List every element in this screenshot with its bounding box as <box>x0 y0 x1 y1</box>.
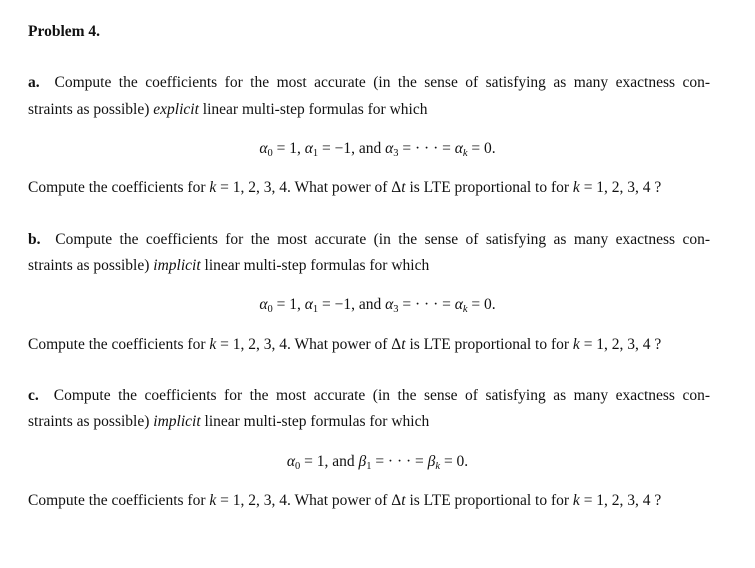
part-c-method-word: implicit <box>153 413 201 430</box>
part-b-method-word: implicit <box>153 257 201 274</box>
part-a-question: Compute the coefficients for k = 1, 2, 3, 4. What power of Δt is LTE proportional to for k = 1, 2, 3, 4 ? <box>28 179 662 196</box>
part-c-intro-line1 <box>28 386 710 406</box>
part-c-condition: $\alpha_0 = 1$, and $\beta_1$ = · · · = $\beta_k = 0$. <box>286 453 469 472</box>
part-b-intro-pre: straints as possible) <box>28 257 150 274</box>
part-a-intro-pre: straints as possible) <box>28 101 150 118</box>
part-a-intro-text: Compute the coefficients for the most accurate (in the sense of satisfying as many exactness con- <box>54 74 711 91</box>
part-c-intro-post: linear multi-step formulas for which <box>204 413 430 430</box>
part-b-intro-line2 <box>28 256 429 276</box>
part-a-intro-line1 <box>28 73 710 93</box>
part-b-question: Compute the coefficients for k = 1, 2, 3, 4. What power of Δt is LTE proportional to for k = 1, 2, 3, 4 ? <box>28 336 662 353</box>
part-c-question: Compute the coefficients for k = 1, 2, 3, 4. What power of Δt is LTE proportional to for k = 1, 2, 3, 4 ? <box>28 492 662 509</box>
part-c-intro-line2 <box>28 412 429 432</box>
part-b-intro-post: linear multi-step formulas for which <box>204 257 430 274</box>
part-c-intro-pre: straints as possible) <box>28 413 150 430</box>
part-c-intro-text: Compute the coefficients for the most accurate (in the sense of satisfying as many exactness con- <box>53 387 710 404</box>
part-b-condition: $\alpha_0 = 1$, $\alpha_1 = -1$, and $\alpha_3$ = · · · = $\alpha_k = 0$. <box>259 296 496 315</box>
part-a-condition: $\alpha_0 = 1$, $\alpha_1 = -1$, and $\alpha_3$ = · · · = $\alpha_k = 0$. <box>259 140 496 159</box>
part-b-label: b. <box>28 231 41 248</box>
problem-title: Problem 4. <box>28 23 101 40</box>
part-b-intro-text: Compute the coefficients for the most accurate (in the sense of satisfying as many exactness con- <box>55 231 710 248</box>
part-a-intro-line2 <box>28 100 427 120</box>
part-b-intro-line1 <box>28 230 710 250</box>
part-c-label: c. <box>28 387 39 404</box>
part-a-method-word: explicit <box>153 101 199 118</box>
part-a-label: a. <box>28 74 40 91</box>
part-a-intro-post: linear multi-step formulas for which <box>202 101 428 118</box>
